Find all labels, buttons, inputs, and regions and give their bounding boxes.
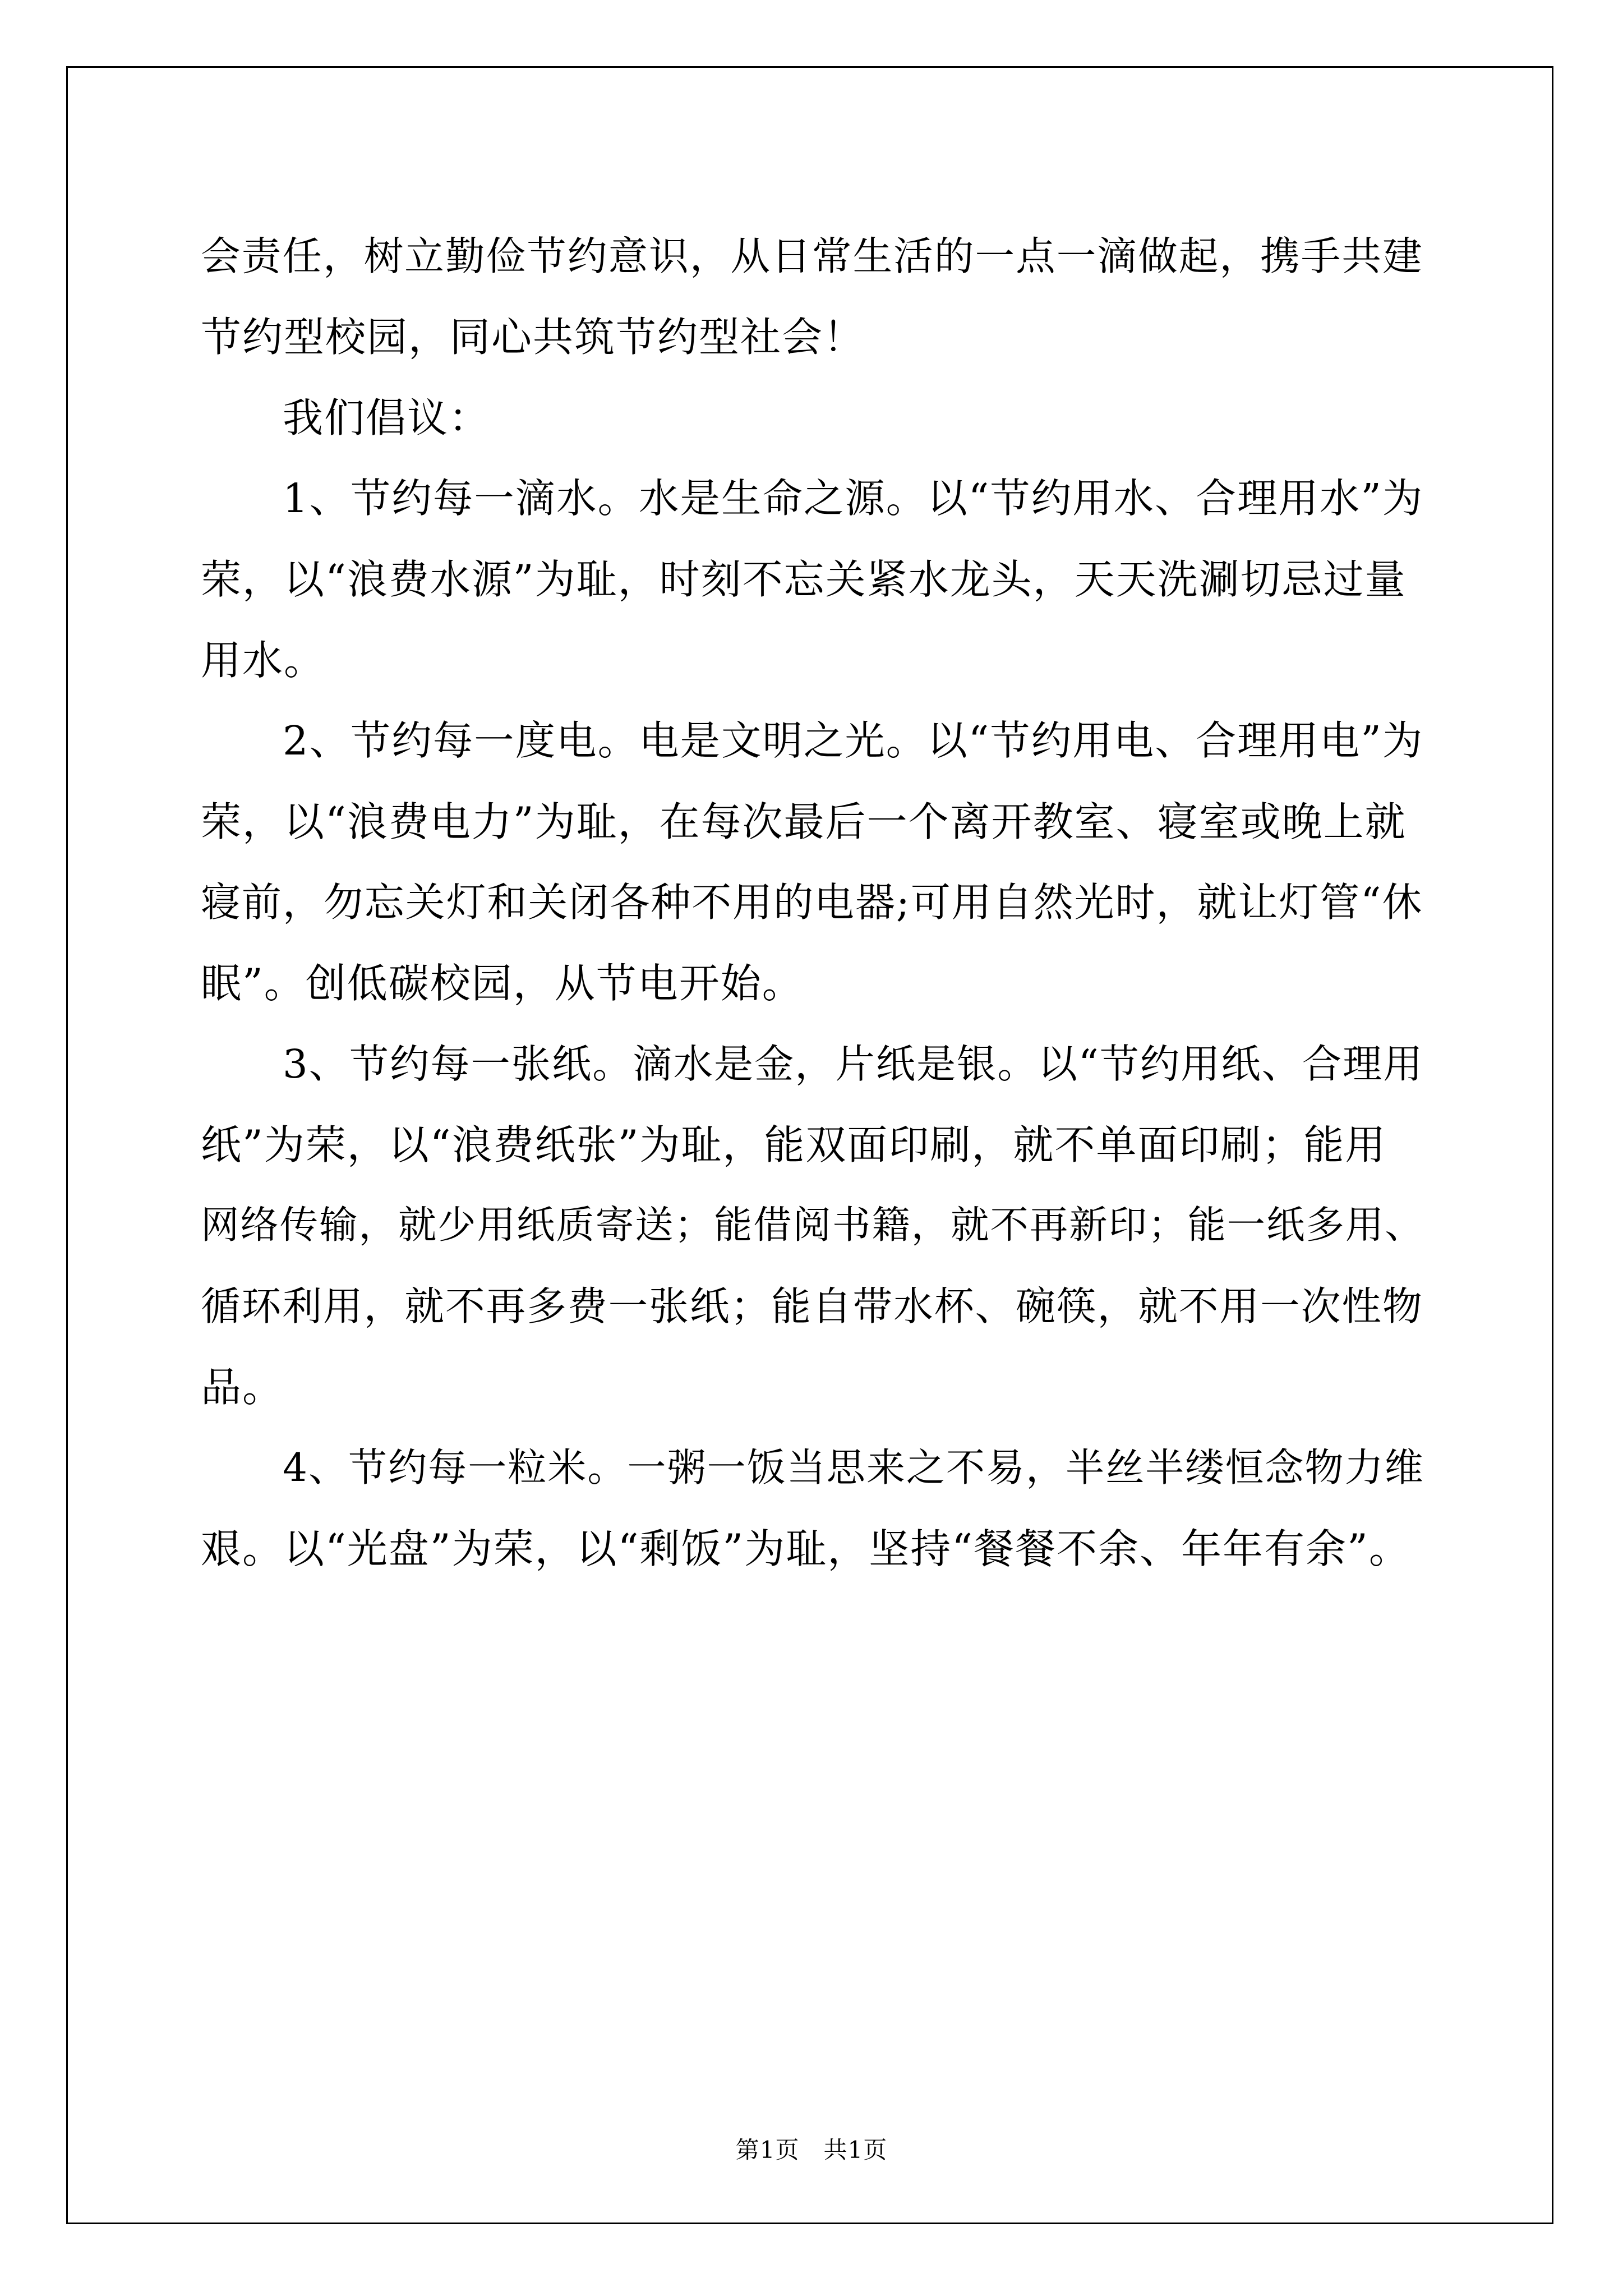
item-3-line-1: 3、节约每一张纸。滴水是金，片纸是银。以“节约用纸、合理用: [283, 1041, 1424, 1087]
item-3-line-2: 纸”为荣，以“浪费纸张”为耻，能双面印刷，就不单面印刷；能用: [201, 1121, 1387, 1168]
item-3-line-3: 网络传输，就少用纸质寄送；能借阅书籍，就不再新印；能一纸多用、: [201, 1203, 1424, 1248]
proposal-heading: 我们倡议：: [283, 394, 491, 441]
item-2-line-4: 眠”。创低碳校园，从节电开始。: [201, 960, 804, 1007]
item-1-line-1: 1、节约每一滴水。水是生命之源。以“节约用水、合理用水”为: [283, 475, 1424, 522]
item-1-line-3: 用水。: [201, 637, 326, 684]
item-4-line-2: 艰。以“光盘”为荣，以“剩饭”为耻，坚持“餐餐不余、年年有余”。: [201, 1525, 1410, 1572]
page-number-footer: 第1页 共1页: [735, 2136, 888, 2164]
item-1-line-2: 荣，以“浪费水源”为耻，时刻不忘关紧水龙头，天天洗涮切忌过量: [201, 556, 1407, 603]
item-2-line-3: 寝前，勿忘关灯和关闭各种不用的电器;可用自然光时，就让灯管“休: [201, 879, 1423, 926]
document-body: [201, 216, 1429, 1589]
text-line-2: 节约型校园，同心共筑节约型社会！: [201, 314, 865, 361]
text-line-1: 会责任，树立勤俭节约意识，从日常生活的一点一滴做起，携手共建: [201, 233, 1423, 279]
item-2-line-1: 2、节约每一度电。电是文明之光。以“节约用电、合理用电”为: [283, 717, 1424, 764]
item-3-line-5: 品。: [201, 1364, 284, 1411]
item-2-line-2: 荣，以“浪费电力”为耻，在每次最后一个离开教室、寝室或晚上就: [201, 798, 1407, 845]
item-4-line-1: 4、节约每一粒米。一粥一饭当思来之不易，半丝半缕恒念物力维: [283, 1446, 1424, 1490]
item-3-line-4: 循环利用，就不再多费一张纸；能自带水杯、碗筷，就不用一次性物: [201, 1283, 1423, 1329]
